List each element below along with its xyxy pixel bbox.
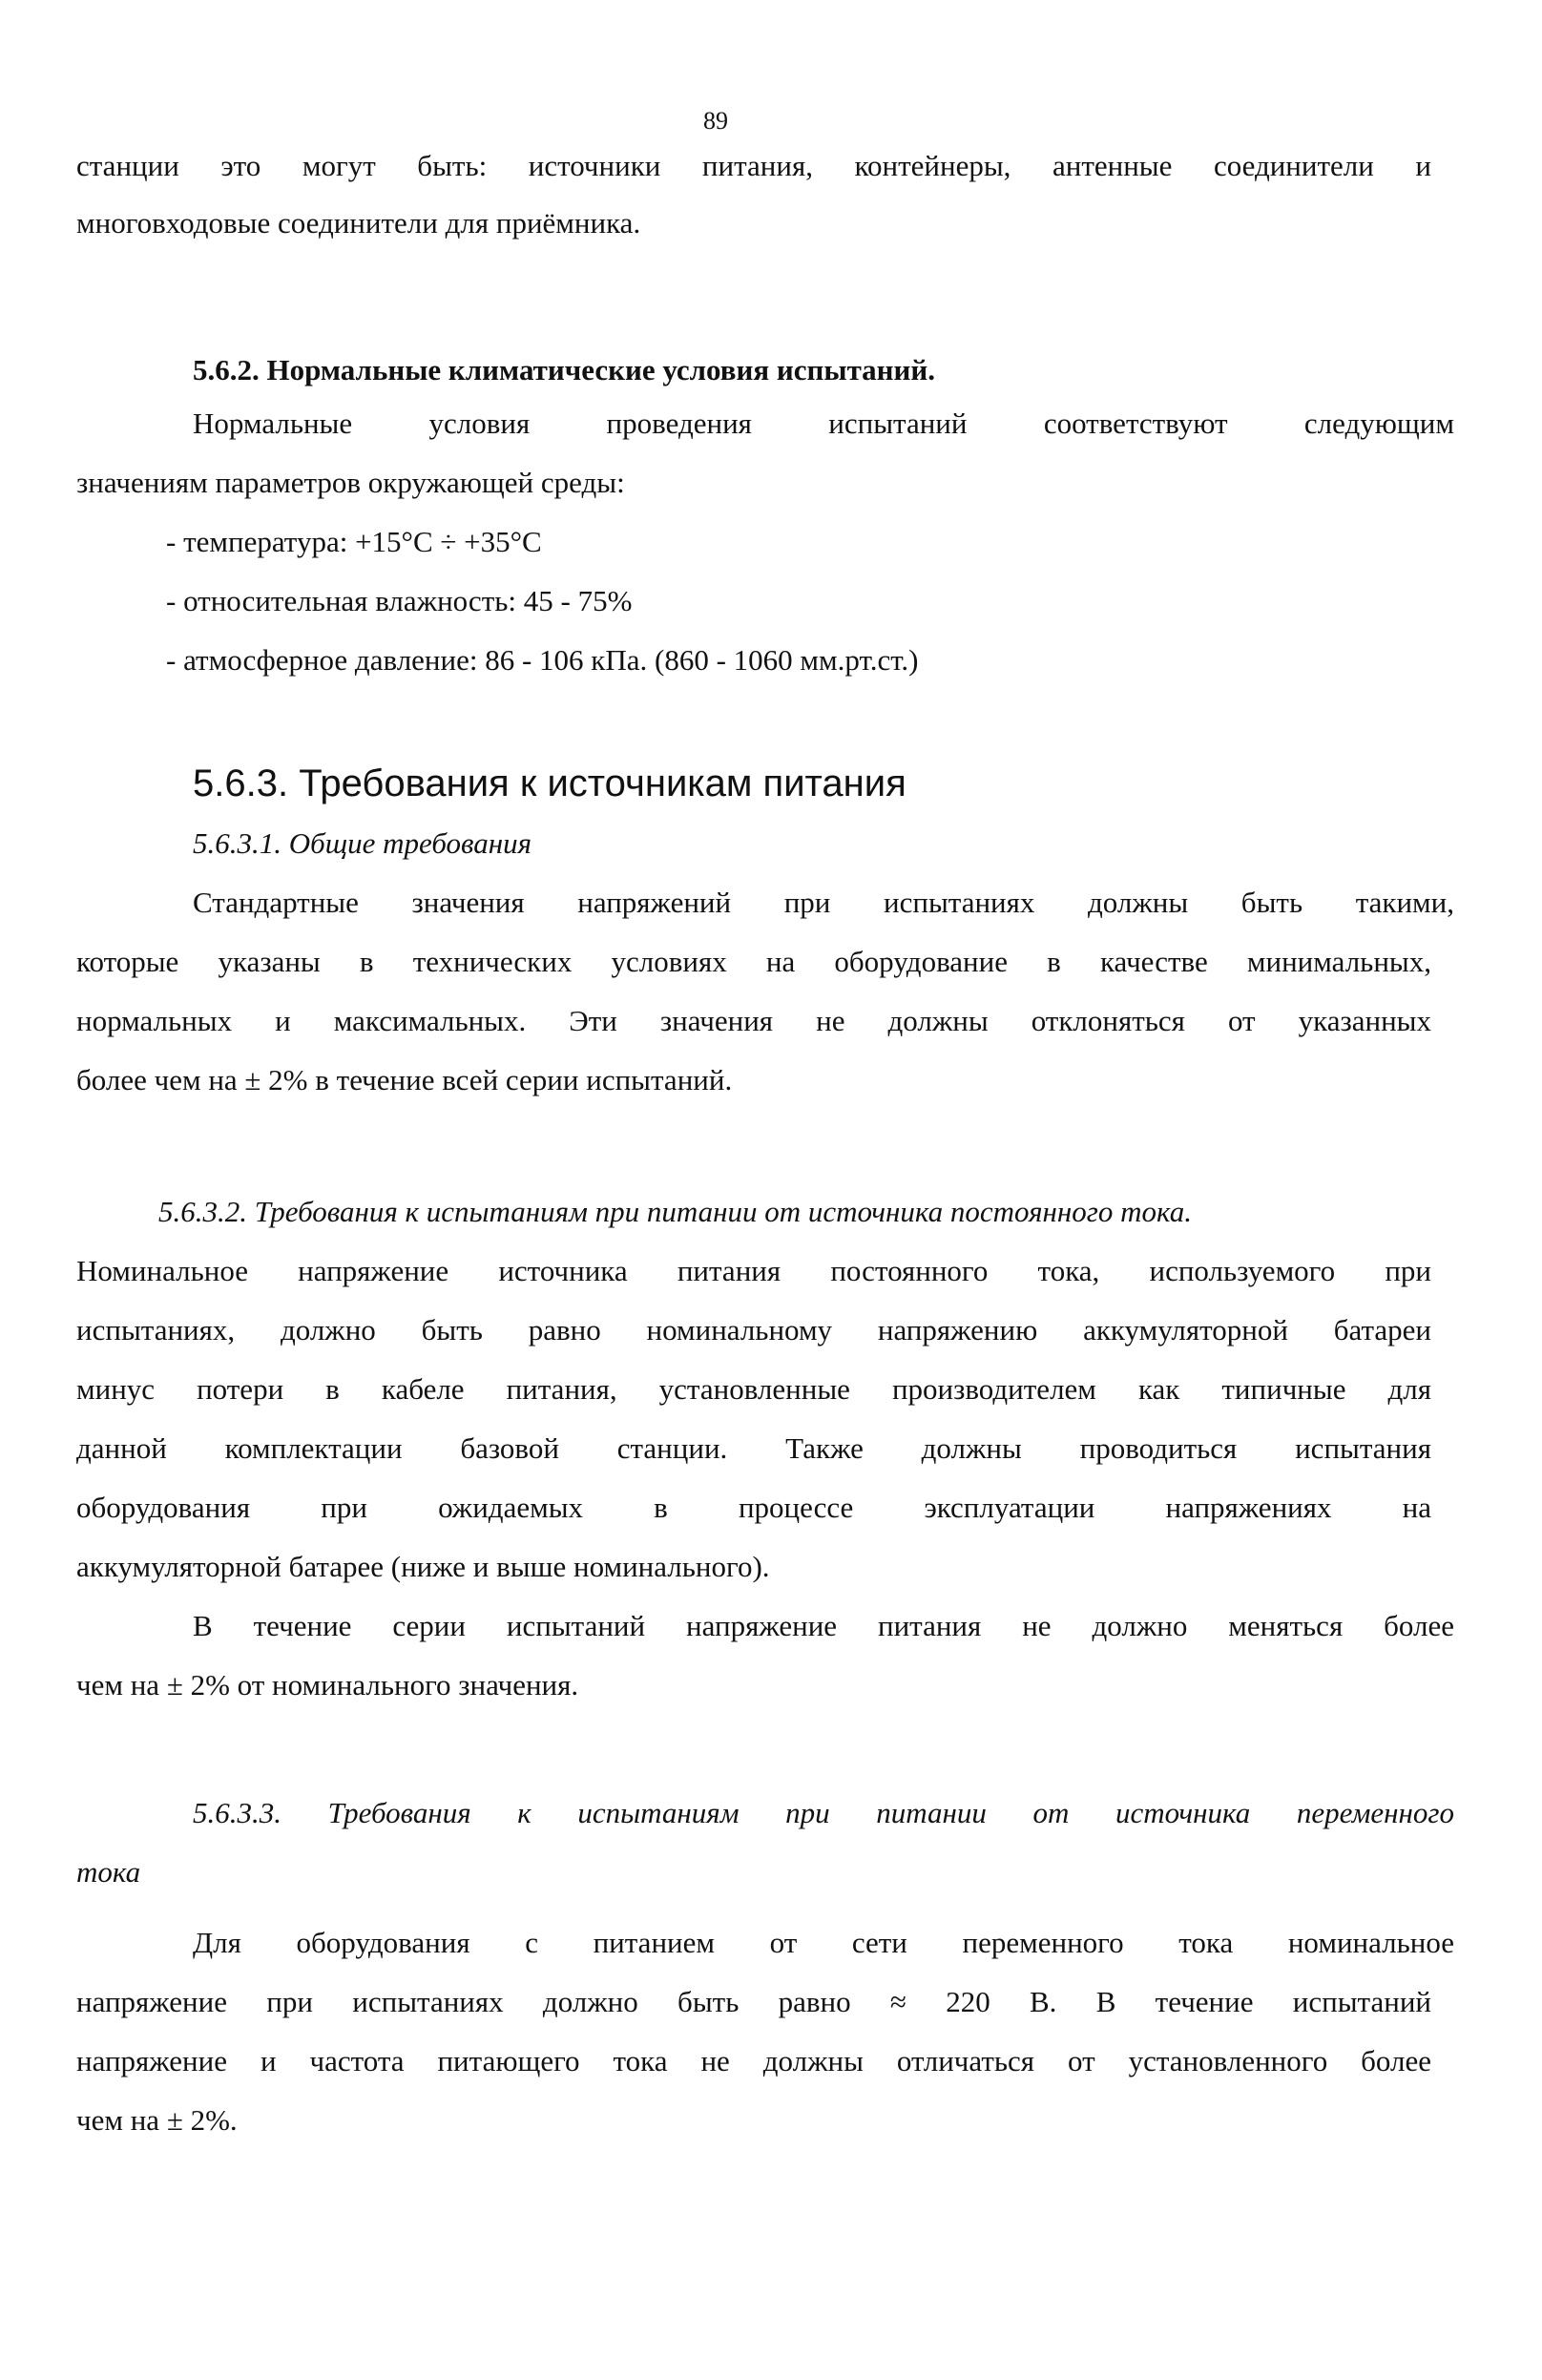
intro-line-1: станции это могут быть: источники питания, контейнеры, антенные соединители и — [76, 149, 1431, 182]
s562-line-2: значениям параметров окружающей среды: — [76, 466, 625, 499]
s5633-line-1: Для оборудования с питанием от сети переменного тока номинальное — [193, 1926, 1454, 1959]
s5632-line-8: чем на ± 2% от номинального значения. — [76, 1668, 579, 1701]
s5633-line-3: напряжение и частота питающего тока не должны отличаться от установленного более — [76, 2044, 1431, 2077]
s562-list-item-pressure: - атмосферное давление: 86 - 106 кПа. (860 - 1060 мм.рт.ст.) — [166, 643, 919, 677]
section-heading-5-6-3: 5.6.3. Требования к источникам питания — [193, 762, 906, 804]
s5632-line-5: оборудования при ожидаемых в процессе эксплуатации напряжениях на — [76, 1491, 1431, 1524]
section-heading-5-6-2: 5.6.2. Нормальные климатические условия испытаний. — [193, 353, 936, 386]
s5631-line-1: Стандартные значения напряжений при испытаниях должны быть такими, — [193, 886, 1454, 919]
s562-list-item-temperature: - температура: +15°С ÷ +35°С — [166, 525, 542, 558]
s5631-line-4: более чем на ± 2% в течение всей серии испытаний. — [76, 1063, 733, 1096]
section-heading-5-6-3-1: 5.6.3.1. Общие требования — [193, 826, 532, 860]
section-heading-5-6-3-3-continued: тока — [76, 1855, 141, 1889]
s5632-line-6: аккумуляторной батарее (ниже и выше номинального). — [76, 1550, 770, 1583]
s5633-line-2: напряжение при испытаниях должно быть равно ≈ 220 В. В течение испытаний — [76, 1985, 1431, 2018]
section-heading-5-6-3-2: 5.6.3.2. Требования к испытаниям при питании от источника постоянного тока. — [158, 1195, 1193, 1228]
s5631-line-2: которые указаны в технических условиях на оборудование в качестве минимальных, — [76, 945, 1431, 978]
intro-line-2: многовходовые соединители для приёмника. — [76, 206, 641, 240]
s5632-line-7: В течение серии испытаний напряжение питания не должно меняться более — [193, 1609, 1454, 1642]
s5633-line-4: чем на ± 2%. — [76, 2103, 238, 2137]
section-heading-5-6-3-3: 5.6.3.3. Требования к испытаниям при питании от источника переменного — [193, 1796, 1454, 1829]
s562-line-1: Нормальные условия проведения испытаний соответствуют следующим — [193, 407, 1454, 440]
s562-list-item-humidity: - относительная влажность: 45 - 75% — [166, 584, 633, 617]
s5632-line-3: минус потери в кабеле питания, установленные производителем как типичные для — [76, 1372, 1431, 1406]
s5632-line-1: Номинальное напряжение источника питания постоянного тока, используемого при — [76, 1254, 1431, 1287]
page-number: 89 — [703, 107, 728, 135]
s5632-line-2: испытаниях, должно быть равно номинальному напряжению аккумуляторной батареи — [76, 1313, 1431, 1347]
s5632-line-4: данной комплектации базовой станции. Также должны проводиться испытания — [76, 1431, 1431, 1465]
s5631-line-3: нормальных и максимальных. Эти значения не должны отклоняться от указанных — [76, 1004, 1431, 1037]
